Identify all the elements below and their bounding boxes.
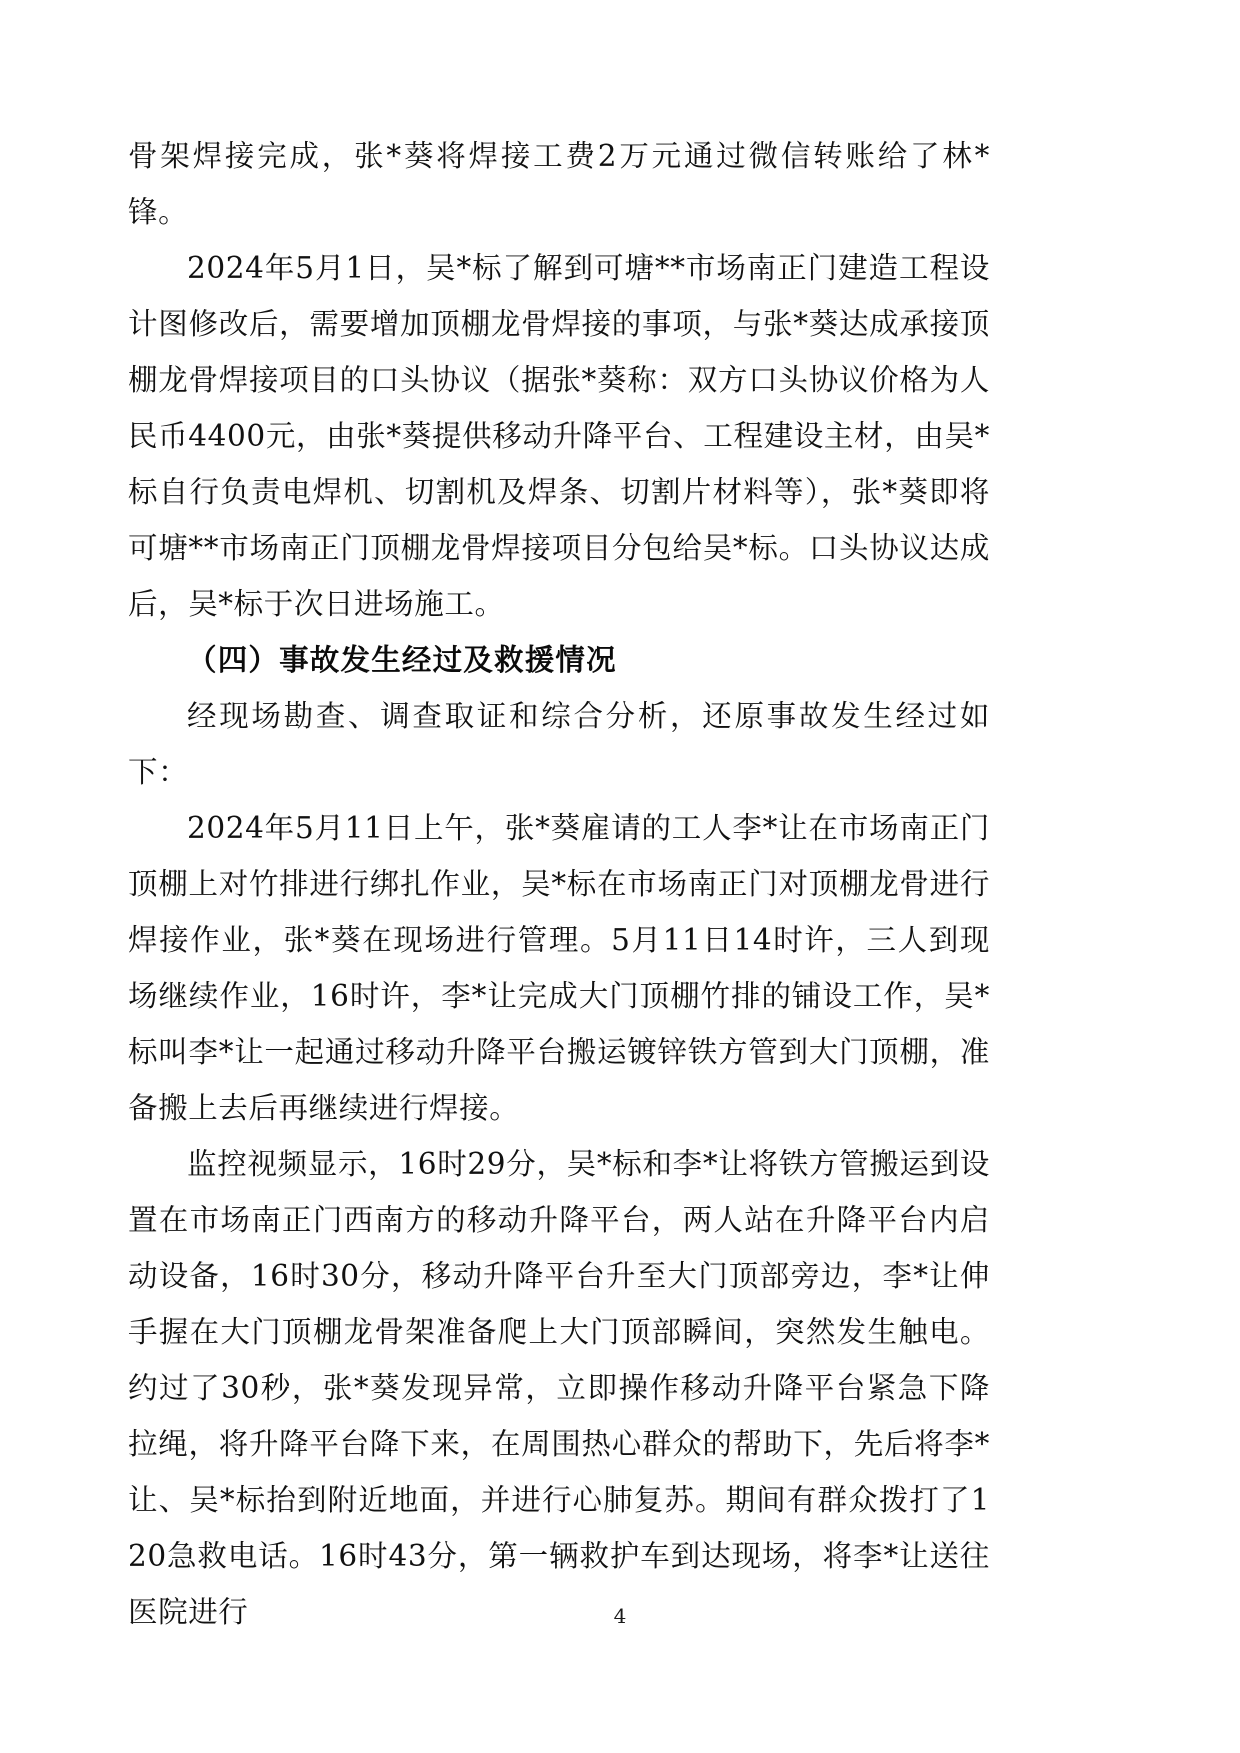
paragraph-morning-operations: 2024年5月11日上午，张*葵雇请的工人李*让在市场南正门顶棚上对竹排进行绑扎作业，吴*标在市场南正门对顶棚龙骨进行焊接作业，张*葵在现场进行管理。5月11日14时许，三人到现场继续作业，16时许，李*让完成大门顶棚竹排的铺设工作，吴*标叫李*让一起通过移动升降平台搬运镀锌铁方管到大门顶棚，准备搬上去后再继续进行焊接。	[128, 811, 990, 1125]
paragraph-investigation-summary: 经现场勘查、调查取证和综合分析，还原事故发生经过如下：	[128, 699, 990, 789]
page-footer	[0, 1604, 1240, 1628]
page-body-text	[128, 128, 990, 1640]
paragraph-subcontract-agreement: 2024年5月1日，吴*标了解到可塘**市场南正门建造工程设计图修改后，需要增加顶棚龙骨焊接的事项，与张*葵达成承接顶棚龙骨焊接项目的口头协议（据张*葵称：双方口头协议价格为人民币4400元，由张*葵提供移动升降平台、工程建设主材，由吴*标自行负责电焊机、切割机及焊条、切割片材料等），张*葵即将可塘**市场南正门顶棚龙骨焊接项目分包给吴*标。口头协议达成后，吴*标于次日进场施工。	[128, 251, 990, 621]
page-number: 4	[613, 1604, 627, 1628]
paragraph-surveillance-and-rescue: 监控视频显示，16时29分，吴*标和李*让将铁方管搬运到设置在市场南正门西南方的移动升降平台，两人站在升降平台内启动设备，16时30分，移动升降平台升至大门顶部旁边，李*让伸手握在大门顶棚龙骨架准备爬上大门顶部瞬间，突然发生触电。约过了30秒，张*葵发现异常，立即操作移动升降平台紧急下降拉绳，将升降平台降下来，在周围热心群众的帮助下，先后将李*让、吴*标抬到附近地面，并进行心肺复苏。期间有群众拨打了120急救电话。16时43分，第一辆救护车到达现场，将李*让送往医院进行	[128, 1147, 990, 1629]
paragraph-continued: 骨架焊接完成，张*葵将焊接工费2万元通过微信转账给了林*锋。	[128, 139, 990, 229]
section-heading-accident-process: （四）事故发生经过及救援情况	[187, 642, 617, 677]
